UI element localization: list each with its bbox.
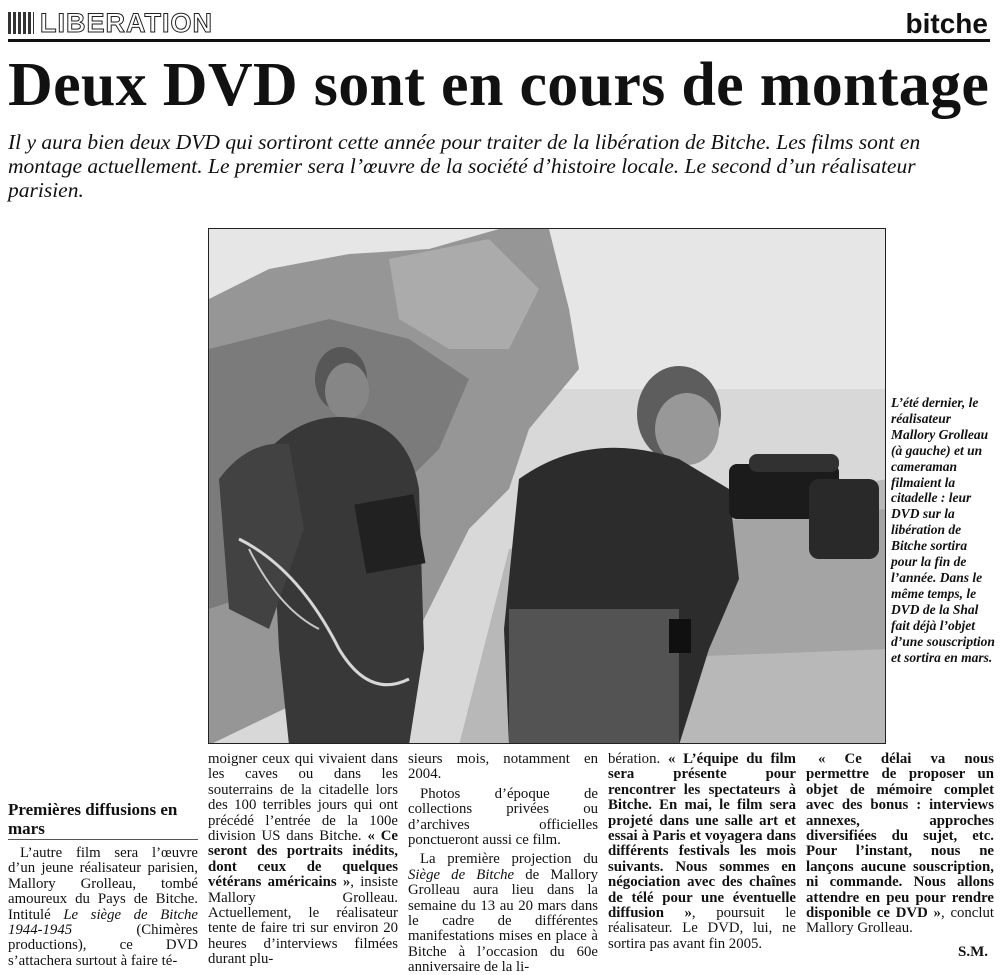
text-run: , conclut Mallory Grolleau. xyxy=(806,905,994,937)
article-column-4 xyxy=(608,752,796,956)
rubric-bars-icon xyxy=(8,12,34,34)
paragraph: Photos d’époque de collections privées ou d’archives officielles ponctueront aussi ce film. xyxy=(408,785,598,849)
text-run: bération. xyxy=(608,751,668,767)
quote: « L’équipe du film sera présente pour rencontrer les spectateurs à Bitche. En mai, le film sera projeté dans une salle art et essai à Paris et voyagera dans différents festivals les mois suivants. Nous sommes en négociation avec des chaînes de télé pour une éventuelle diffusion » xyxy=(608,751,796,922)
text-run: , insiste Mallory Grolleau. Actuellement, le réalisateur tente de faire tri sur environ 20 heures d’interviews filmées durant plu- xyxy=(208,874,399,968)
article-column-3 xyxy=(408,752,598,975)
text-run: La première projection du xyxy=(420,851,598,868)
subhead: Premières diffusions en mars xyxy=(8,800,178,838)
rubric-label xyxy=(8,8,213,38)
film-title: Siège de Bitche xyxy=(408,866,515,883)
photo-illustration xyxy=(209,229,886,744)
paragraph xyxy=(806,752,994,937)
quote: « Ce délai va nous permettre de proposer un objet de mémoire complet avec des bonus : interviews annexes, approches diversifiées du sujet, etc. Pour l’instant, nous ne lançons aucune souscription, ni commande. Nous allons attendre en peu pour rendre disponible ce DVD » xyxy=(806,751,994,922)
text-run: L’autre film sera l’œuvre d’un jeune réalisateur parisien, Mallory Grolleau, tombé amoureux du Pays de Bitche. Intitulé xyxy=(8,845,198,923)
paragraph xyxy=(608,752,796,952)
lead-paragraph: Il y aura bien deux DVD qui sortiront cette année pour traiter de la libération de Bitche. Les films sont en montage actuellement. Le premier sera l’œuvre de la société d’histoire locale. Le second d’un réalisateur parisien. xyxy=(8,130,921,202)
rubric-text: LIBERATION xyxy=(40,7,213,38)
text-run: (Chimères productions), ce DVD s’attachera surtout à faire té- xyxy=(8,922,198,969)
top-rule xyxy=(8,39,990,42)
article-column-5 xyxy=(806,752,994,941)
article-column-2 xyxy=(208,752,398,972)
headline: Deux DVD sont en cours de montage xyxy=(8,51,990,119)
author-signature: S.M. xyxy=(958,944,988,960)
section-tag: bitche xyxy=(905,8,988,39)
paragraph xyxy=(208,752,398,968)
article-column-1 xyxy=(8,846,198,973)
paragraph xyxy=(8,846,198,969)
text-run: , poursuit le réalisateur. Le DVD, lui, ne sortira pas avant fin 2005. xyxy=(608,905,796,952)
photo-caption: L’été dernier, le réalisateur Mallory Grolleau (à gauche) et un cameraman filmaient la citadelle : leur DVD sur la libération de Bitche sortira pour la fin de l’année. Dans le même temps, le DVD de la Shal fait déjà l’objet d’une souscription et sortira en mars. xyxy=(891,395,995,665)
film-title: Le siège de Bitche 1944-1945 xyxy=(8,906,198,939)
subhead-rule xyxy=(8,839,198,840)
news-photo xyxy=(208,228,886,744)
paragraph xyxy=(408,852,598,975)
paragraph: sieurs mois, notamment en 2004. xyxy=(408,751,598,783)
quote: « Ce seront des portraits inédits, dont ceux de quelques vétérans américains » xyxy=(208,828,398,891)
text-run: de Mallory Grolleau aura lieu dans la semaine du 13 au 20 mars dans le cadre de différentes manifestations mises en place à Bitche à l’occasion du 60e anniversaire de la li- xyxy=(408,866,598,975)
text-run: moigner ceux qui vivaient dans les caves ou dans les souterrains de la citadelle lors des 100 terribles jours qui ont précédé l’entrée de la 100e division US dans Bitche. xyxy=(208,751,398,845)
